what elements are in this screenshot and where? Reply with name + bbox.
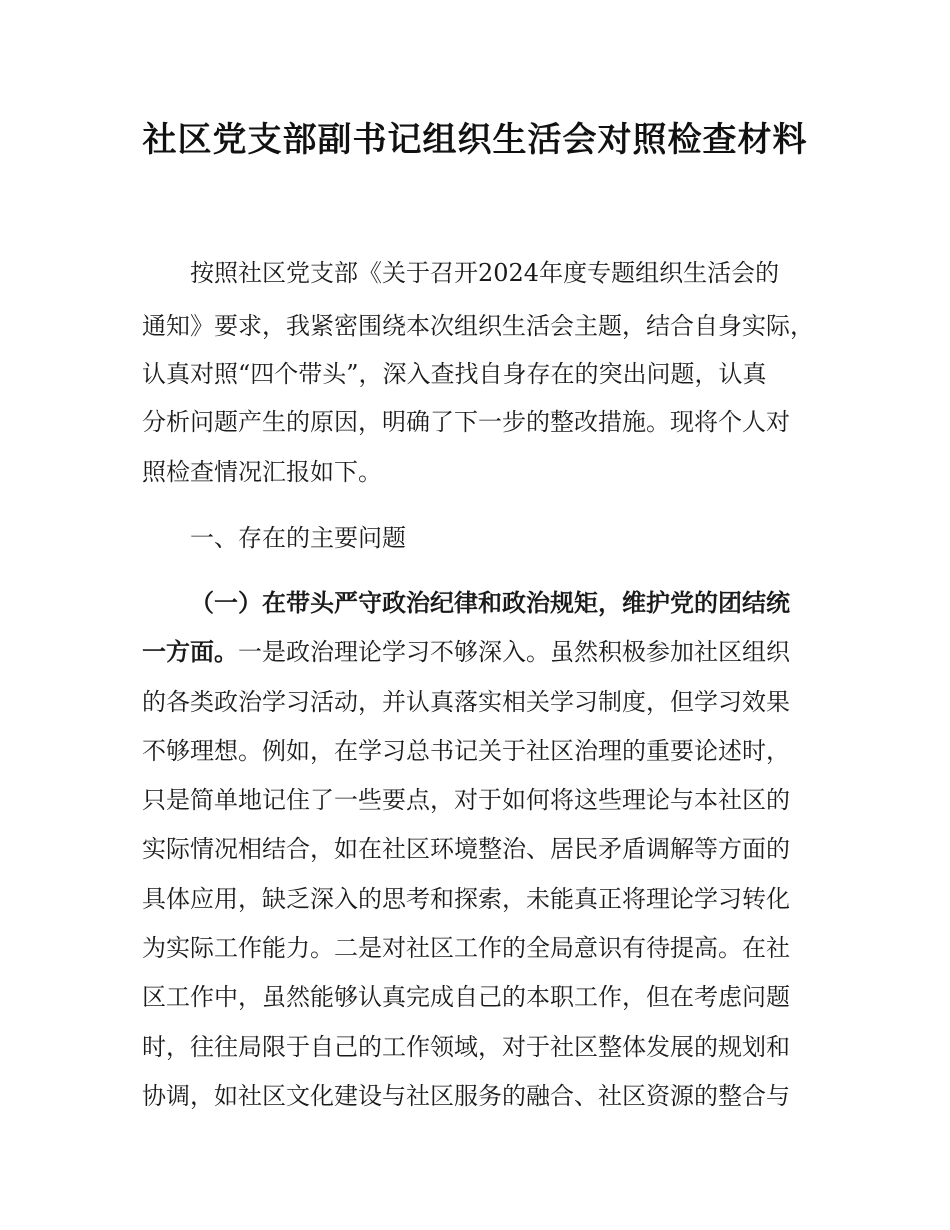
- body-line: 只是简单地记住了一些要点，对于如何将这些理论与本社区的: [142, 786, 790, 814]
- body-line: 时，往往局限于自己的工作领域，对于社区整体发展的规划和: [142, 1033, 790, 1061]
- intro-line: 分析问题产生的原因，明确了下一步的整改措施。现将个人对: [142, 408, 790, 436]
- body-line: 区工作中，虽然能够认真完成自己的本职工作，但在考虑问题: [142, 983, 790, 1011]
- intro-line: 按照社区党支部《关于召开2024年度专题组织生活会的: [190, 259, 780, 287]
- subsection-heading-tail: 一方面。: [142, 638, 238, 666]
- subsection-heading: （一）在带头严守政治纪律和政治规矩，维护党的团结统: [190, 589, 790, 617]
- body-line: 具体应用，缺乏深入的思考和探索，未能真正将理论学习转化: [142, 885, 790, 913]
- body-line: 不够理想。例如，在学习总书记关于社区治理的重要论述时，: [142, 737, 790, 765]
- document-title: 社区党支部副书记组织生活会对照检查材料: [142, 120, 808, 160]
- intro-line: 认真对照“四个带头”，深入查找自身存在的突出问题，认真: [142, 360, 767, 388]
- body-line: 协调，如社区文化建设与社区服务的融合、社区资源的整合与: [142, 1082, 790, 1110]
- section-heading: 一、存在的主要问题: [190, 524, 406, 552]
- body-line: 实际情况相结合，如在社区环境整治、居民矛盾调解等方面的: [142, 835, 790, 863]
- intro-line: 通知》要求，我紧密围绕本次组织生活会主题，结合自身实际，: [142, 312, 814, 340]
- body-line: 的各类政治学习活动，并认真落实相关学习制度，但学习效果: [142, 688, 790, 716]
- subsection-text: 一是政治理论学习不够深入。虽然积极参加社区组织: [238, 638, 790, 666]
- body-line: 为实际工作能力。二是对社区工作的全局意识有待提高。在社: [142, 934, 790, 962]
- subsection-line: [142, 635, 790, 669]
- intro-line: 照检查情况汇报如下。: [142, 458, 382, 486]
